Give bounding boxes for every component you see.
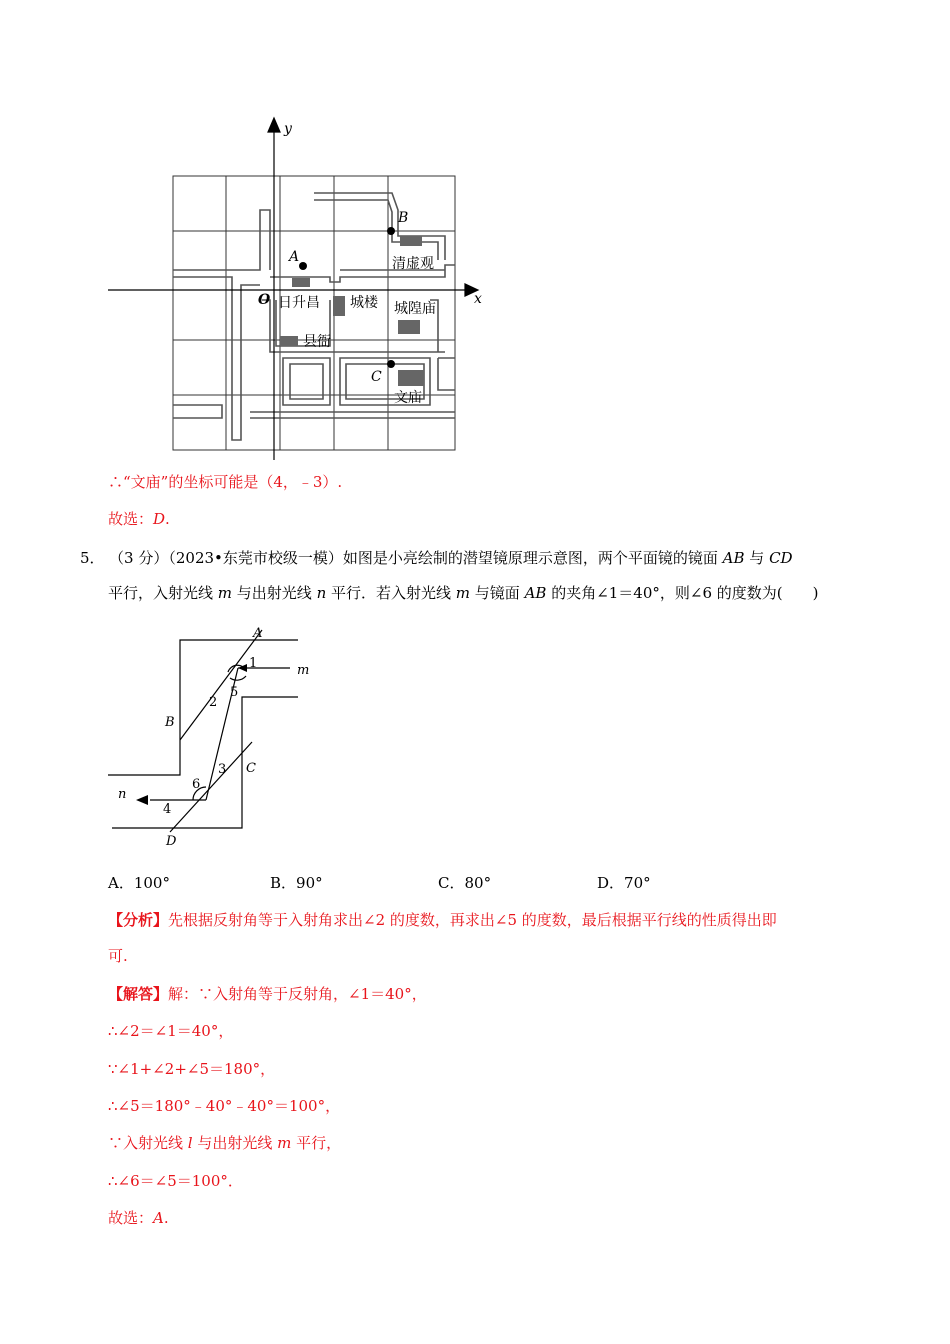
angle-2-label: 2 <box>209 695 218 710</box>
place-qingxuguan: 清虚观 <box>392 256 434 272</box>
answer-step-2: ∴∠2＝∠1＝40°， <box>108 1022 234 1040</box>
label-b: B <box>165 715 175 730</box>
place-xianya: 县衙 <box>303 334 331 350</box>
point-a-label: A <box>289 249 300 265</box>
analysis-line-1: 【分析】先根据反射角等于入射角求出∠2 的度数，再求出∠5 的度数，最后根据平行线的性质得出即 <box>108 911 777 929</box>
option-c[interactable]: C．80° <box>438 874 492 892</box>
analysis-line-2: 可. <box>108 947 128 965</box>
mirror-ab <box>180 630 262 740</box>
place-rishengchang: 日升昌 <box>278 295 320 311</box>
arrow-n <box>136 795 148 805</box>
origin-label: O <box>258 292 271 308</box>
label-a: A <box>253 626 263 641</box>
angle-6-label: 6 <box>192 777 201 792</box>
answer-line-1: 【解答】解：∵入射角等于反射角，∠1＝40°， <box>108 985 427 1003</box>
answer-step-3: ∵∠1+∠2+∠5＝180°， <box>108 1060 276 1078</box>
label-d: D <box>166 834 177 849</box>
x-axis-label: x <box>474 291 482 307</box>
place-chenghuangmiao: 城隍庙 <box>394 301 436 317</box>
point-a <box>299 262 307 270</box>
building-icon <box>398 320 420 334</box>
answer-step-4: ∴∠5＝180°﹣40°﹣40°＝100°， <box>108 1097 341 1115</box>
final-choice: 故选：A. <box>108 1209 169 1227</box>
building-icon <box>280 336 298 346</box>
label-c: C <box>246 761 256 776</box>
point-c-label: C <box>371 369 382 385</box>
option-b[interactable]: B．90° <box>270 874 323 892</box>
angle-4-label: 4 <box>163 802 172 817</box>
angle-3-label: 3 <box>218 762 227 777</box>
mirror-cd <box>170 742 252 832</box>
point-b-label: B <box>398 210 409 226</box>
building-icon <box>400 236 422 246</box>
answer-step-6: ∴∠6＝∠5＝100°． <box>108 1172 243 1190</box>
periscope-diagram <box>100 615 330 855</box>
question-5-line-2: 平行，入射光线 m 与出射光线 n 平行．若入射光线 m 与镜面 AB 的夹角∠1＝40°，则∠6 的度数为( ) <box>108 584 819 602</box>
place-chenglou: 城楼 <box>350 295 378 311</box>
prev-choice: 故选：D. <box>108 510 170 528</box>
angle-arc-5 <box>230 676 246 680</box>
periscope-tube <box>108 630 298 832</box>
coordinate-map-figure <box>100 115 490 460</box>
question-5-line-1: 5． （3 分）（2023•东莞市校级一模）如图是小亮绘制的潜望镜原理示意图，两个平面镜的镜面 AB 与 CD <box>80 549 793 567</box>
building-icon <box>333 296 345 316</box>
option-a[interactable]: A．100° <box>108 874 170 892</box>
answer-step-5: ∵入射光线 l 与出射光线 m 平行， <box>108 1134 342 1152</box>
y-axis-label: y <box>284 121 292 137</box>
label-n: n <box>118 787 127 802</box>
prev-conclusion: ∴“文庙”的坐标可能是（4，﹣3）. <box>108 473 343 491</box>
option-d[interactable]: D．70° <box>597 874 651 892</box>
angle-1-label: 1 <box>249 656 258 671</box>
angle-5-label: 5 <box>230 685 239 700</box>
place-wenmiao: 文庙 <box>394 390 422 406</box>
point-c <box>387 360 395 368</box>
map-axes <box>108 118 478 460</box>
building-icon <box>398 370 424 386</box>
building-icon <box>292 278 310 287</box>
point-b <box>387 227 395 235</box>
label-m: m <box>297 663 310 678</box>
